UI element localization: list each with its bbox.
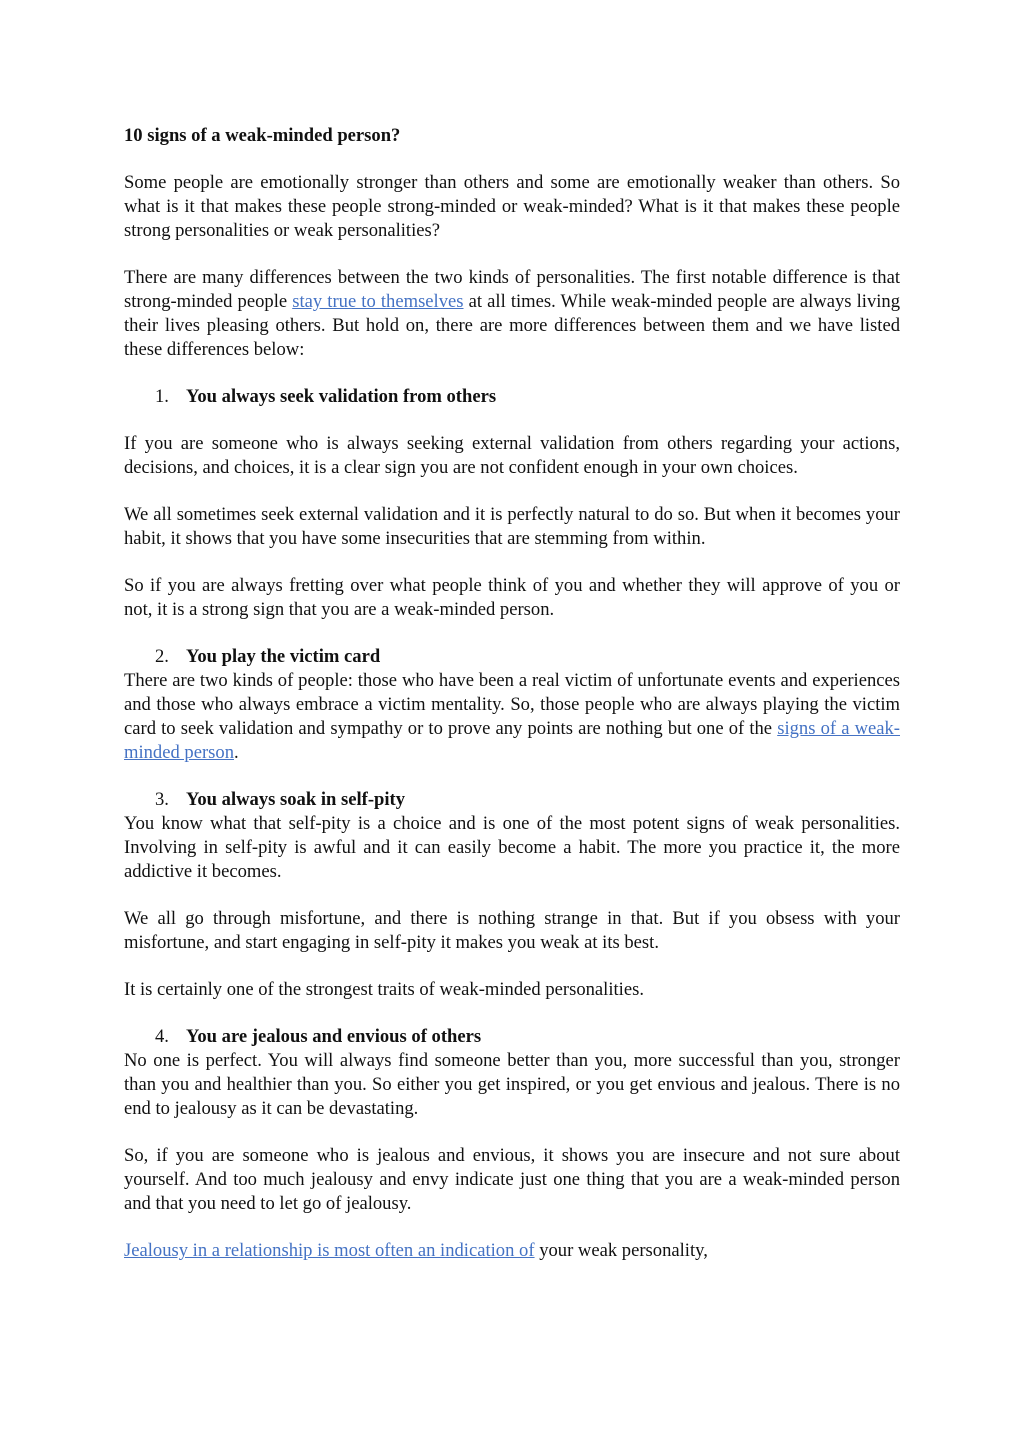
- signs-weak-minded-link[interactable]: signs of a weak-minded person: [124, 718, 900, 763]
- section-3-heading: [124, 788, 900, 812]
- intro-paragraph-2: [124, 266, 900, 362]
- section-2-paragraph-1: [124, 669, 900, 765]
- section-4-text-after-link: your weak personality,: [534, 1240, 708, 1261]
- section-3-heading-text: You always soak in self-pity: [186, 789, 406, 810]
- intro-text-after-link: at all times. While weak-minded people are always living their lives pleasing others. But hold on, there are more differences between them and we have listed these differences below:: [124, 291, 901, 360]
- section-1-heading: [124, 385, 900, 409]
- section-3-paragraph-2: We all go through misfortune, and there is nothing strange in that. But if you obsess with your misfortune, and start engaging in self-pity it makes you weak at its best.: [124, 908, 900, 953]
- document-page: [124, 124, 900, 1286]
- document-title: 10 signs of a weak-minded person?: [124, 125, 401, 146]
- intro-text-before-link: There are many differences between the two kinds of personalities. The first notable difference is that strong-minded people: [124, 267, 900, 312]
- section-3-paragraph-3: It is certainly one of the strongest traits of weak-minded personalities.: [124, 979, 644, 1000]
- section-3-number: 3.: [155, 789, 169, 810]
- section-2-heading-text: You play the victim card: [186, 646, 381, 667]
- section-2-text-before-link: There are two kinds of people: those who have been a real victim of unfortunate events and experiences and those who always embrace a victim mentality. So, those people who are always playing the victim card to seek validation and sympathy or to prove any points are nothing but one of the: [124, 670, 900, 739]
- section-4-paragraph-1: No one is perfect. You will always find someone better than you, more successful than you, stronger than you and healthier than you. So either you get inspired, or you get envious and jealous. There is no end to jealousy as it can be devastating.: [124, 1050, 900, 1119]
- section-2-heading: [124, 645, 900, 669]
- section-4-heading: [124, 1025, 900, 1049]
- jealousy-relationship-link[interactable]: Jealousy in a relationship is most often an indication of: [124, 1240, 535, 1261]
- section-4-paragraph-2: So, if you are someone who is jealous and envious, it shows you are insecure and not sure about yourself. And too much jealousy and envy indicate just one thing that you are a weak-minded person and that you need to let go of jealousy.: [124, 1145, 900, 1214]
- section-3-paragraph-1: You know what that self-pity is a choice and is one of the most potent signs of weak personalities. Involving in self-pity is awful and it can easily become a habit. The more you practice it, the more addictive it becomes.: [124, 813, 900, 882]
- section-4-paragraph-3: [124, 1239, 900, 1263]
- section-4-number: 4.: [155, 1026, 169, 1047]
- section-2-text-after-link: .: [234, 742, 239, 763]
- section-1-paragraph-2: We all sometimes seek external validation and it is perfectly natural to do so. But when it becomes your habit, it shows that you have some insecurities that are stemming from within.: [124, 504, 900, 549]
- section-4-heading-text: You are jealous and envious of others: [186, 1026, 482, 1047]
- section-1-paragraph-3: So if you are always fretting over what people think of you and whether they will approve of you or not, it is a strong sign that you are a weak-minded person.: [124, 575, 900, 620]
- section-2-number: 2.: [155, 646, 169, 667]
- section-1-paragraph-1: If you are someone who is always seeking external validation from others regarding your actions, decisions, and choices, it is a clear sign you are not confident enough in your own choices.: [124, 433, 900, 478]
- section-1-number: 1.: [155, 386, 169, 407]
- intro-paragraph-1: Some people are emotionally stronger than others and some are emotionally weaker than others. So what is it that makes these people strong-minded or weak-minded? What is it that makes these people strong personalities or weak personalities?: [124, 172, 900, 241]
- stay-true-link[interactable]: stay true to themselves: [292, 291, 464, 312]
- section-1-heading-text: You always seek validation from others: [186, 386, 497, 407]
